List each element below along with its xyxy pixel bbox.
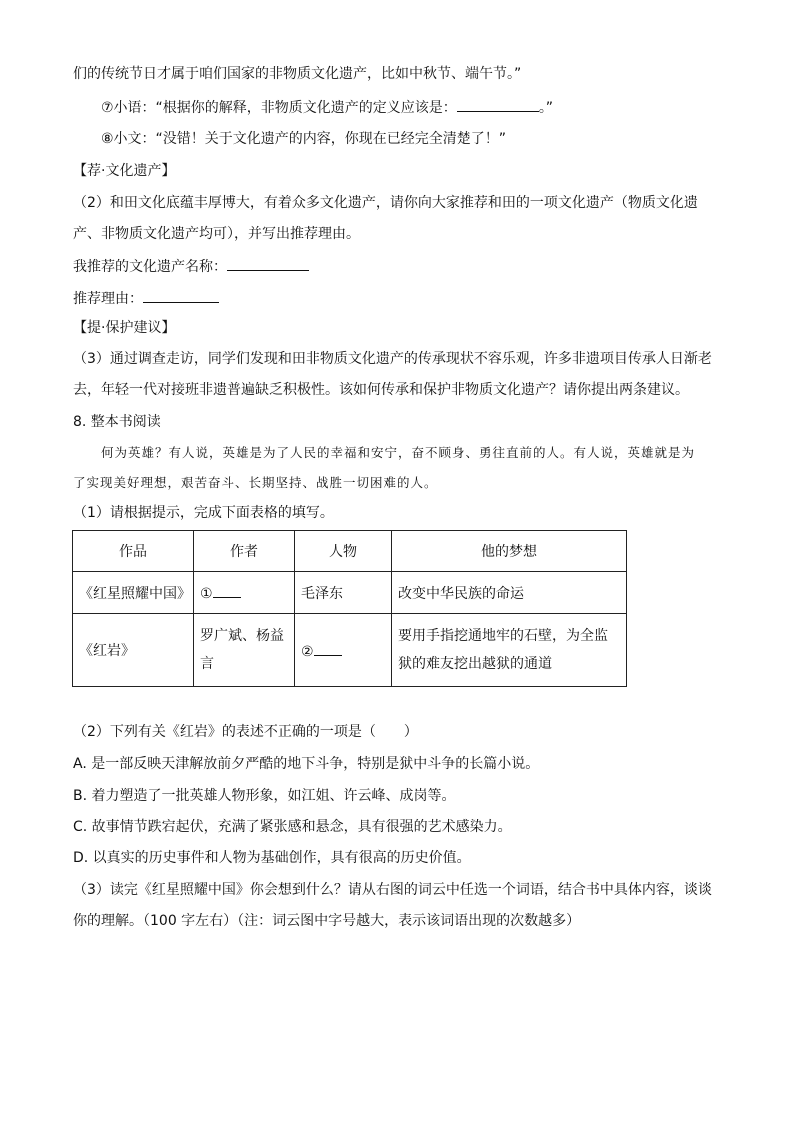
- fill-blank[interactable]: [213, 583, 241, 598]
- question-text: （3）通过调查走访，同学们发现和田非物质文化遗产的传承现状不容乐观，许多非遗项目传承人日渐老: [73, 351, 712, 367]
- question-text: 去，年轻一代对接班非遗普遍缺乏积极性。该如何传承和保护非物质文化遗产？请你提出两条建议。: [73, 382, 689, 398]
- table-header: 他的梦想: [392, 531, 627, 572]
- blank-marker: ②: [301, 643, 314, 660]
- table-cell: 要用手指挖通地牢的石壁，为全监狱的难友挖出越狱的通道: [392, 614, 627, 687]
- reason-label: 推荐理由：: [73, 291, 143, 307]
- table-cell: 改变中华民族的命运: [392, 572, 627, 614]
- question-text: 产、非物质文化遗产均可），并写出推荐理由。: [73, 226, 360, 242]
- question-text: （2）和田文化底蕴丰厚博大，有着众多文化遗产，请你向大家推荐和田的一项文化遗产（物质文化遗: [73, 195, 698, 211]
- section-title: 8. 整本书阅读: [73, 414, 161, 430]
- fill-blank[interactable]: [314, 641, 342, 656]
- dialogue-line-8: ⑧小文：“没错！关于文化遗产的内容，你现在已经完全清楚了！”: [101, 131, 507, 147]
- reason-blank[interactable]: [143, 288, 219, 303]
- table-header: 作者: [194, 531, 295, 572]
- table-cell: 罗广斌、杨益言: [194, 614, 295, 687]
- option-b: B. 着力塑造了一批英雄人物形象，如江姐、许云峰、成岗等。: [73, 788, 456, 804]
- heritage-name-line: [73, 256, 309, 276]
- blank-marker: ①: [200, 586, 213, 602]
- table-cell-blank[interactable]: [295, 614, 392, 687]
- section-heading: 【提·保护建议】: [73, 320, 176, 336]
- option-a: A. 是一部反映天津解放前夕严酷的地下斗争，特别是狱中斗争的长篇小说。: [73, 756, 540, 772]
- reading-table: [72, 530, 627, 687]
- table-cell: 《红岩》: [73, 614, 194, 687]
- table-header-row: [73, 531, 627, 572]
- table-header: 人物: [295, 531, 392, 572]
- passage-line: 了实现美好理想，艰苦奋斗、长期坚持、战胜一切困难的人。: [73, 475, 438, 490]
- question-text: （1）请根据提示，完成下面表格的填写。: [73, 505, 334, 521]
- table-cell-blank[interactable]: [194, 572, 295, 614]
- option-c: C. 故事情节跌宕起伏，充满了紧张感和悬念，具有很强的艺术感染力。: [73, 819, 512, 835]
- question-text: （2）下列有关《红岩》的表述不正确的一项是（ ）: [73, 724, 418, 740]
- heritage-name-blank[interactable]: [227, 256, 309, 271]
- table-header: 作品: [73, 531, 194, 572]
- section-heading: 【荐·文化遗产】: [73, 163, 176, 179]
- dialogue-text-end: 。”: [538, 100, 554, 116]
- table-cell: 《红星照耀中国》: [73, 572, 194, 614]
- table-row: [73, 572, 627, 614]
- reason-line: [73, 288, 219, 308]
- answer-blank[interactable]: [457, 97, 539, 112]
- option-d: D. 以真实的历史事件和人物为基础创作，具有很高的历史价值。: [73, 850, 471, 866]
- question-text: 你的理解。（100 字左右）（注：词云图中字号越大，表示该词语出现的次数越多）: [73, 913, 581, 929]
- heritage-name-label: 我推荐的文化遗产名称：: [73, 259, 227, 275]
- dialogue-line-7: [101, 97, 553, 117]
- table-row: [73, 614, 627, 687]
- text-line: 们的传统节日才属于咱们国家的非物质文化遗产，比如中秋节、端午节。”: [73, 66, 522, 82]
- table-cell: 毛泽东: [295, 572, 392, 614]
- dialogue-text: ⑦小语：“根据你的解释，非物质文化遗产的定义应该是：: [101, 100, 457, 116]
- question-text: （3）读完《红星照耀中国》你会想到什么？请从右图的词云中任选一个词语，结合书中具体内容，谈谈: [73, 882, 712, 898]
- passage-line: 何为英雄？有人说，英雄是为了人民的幸福和安宁，奋不顾身、勇往直前的人。有人说，英雄就是为: [101, 445, 696, 460]
